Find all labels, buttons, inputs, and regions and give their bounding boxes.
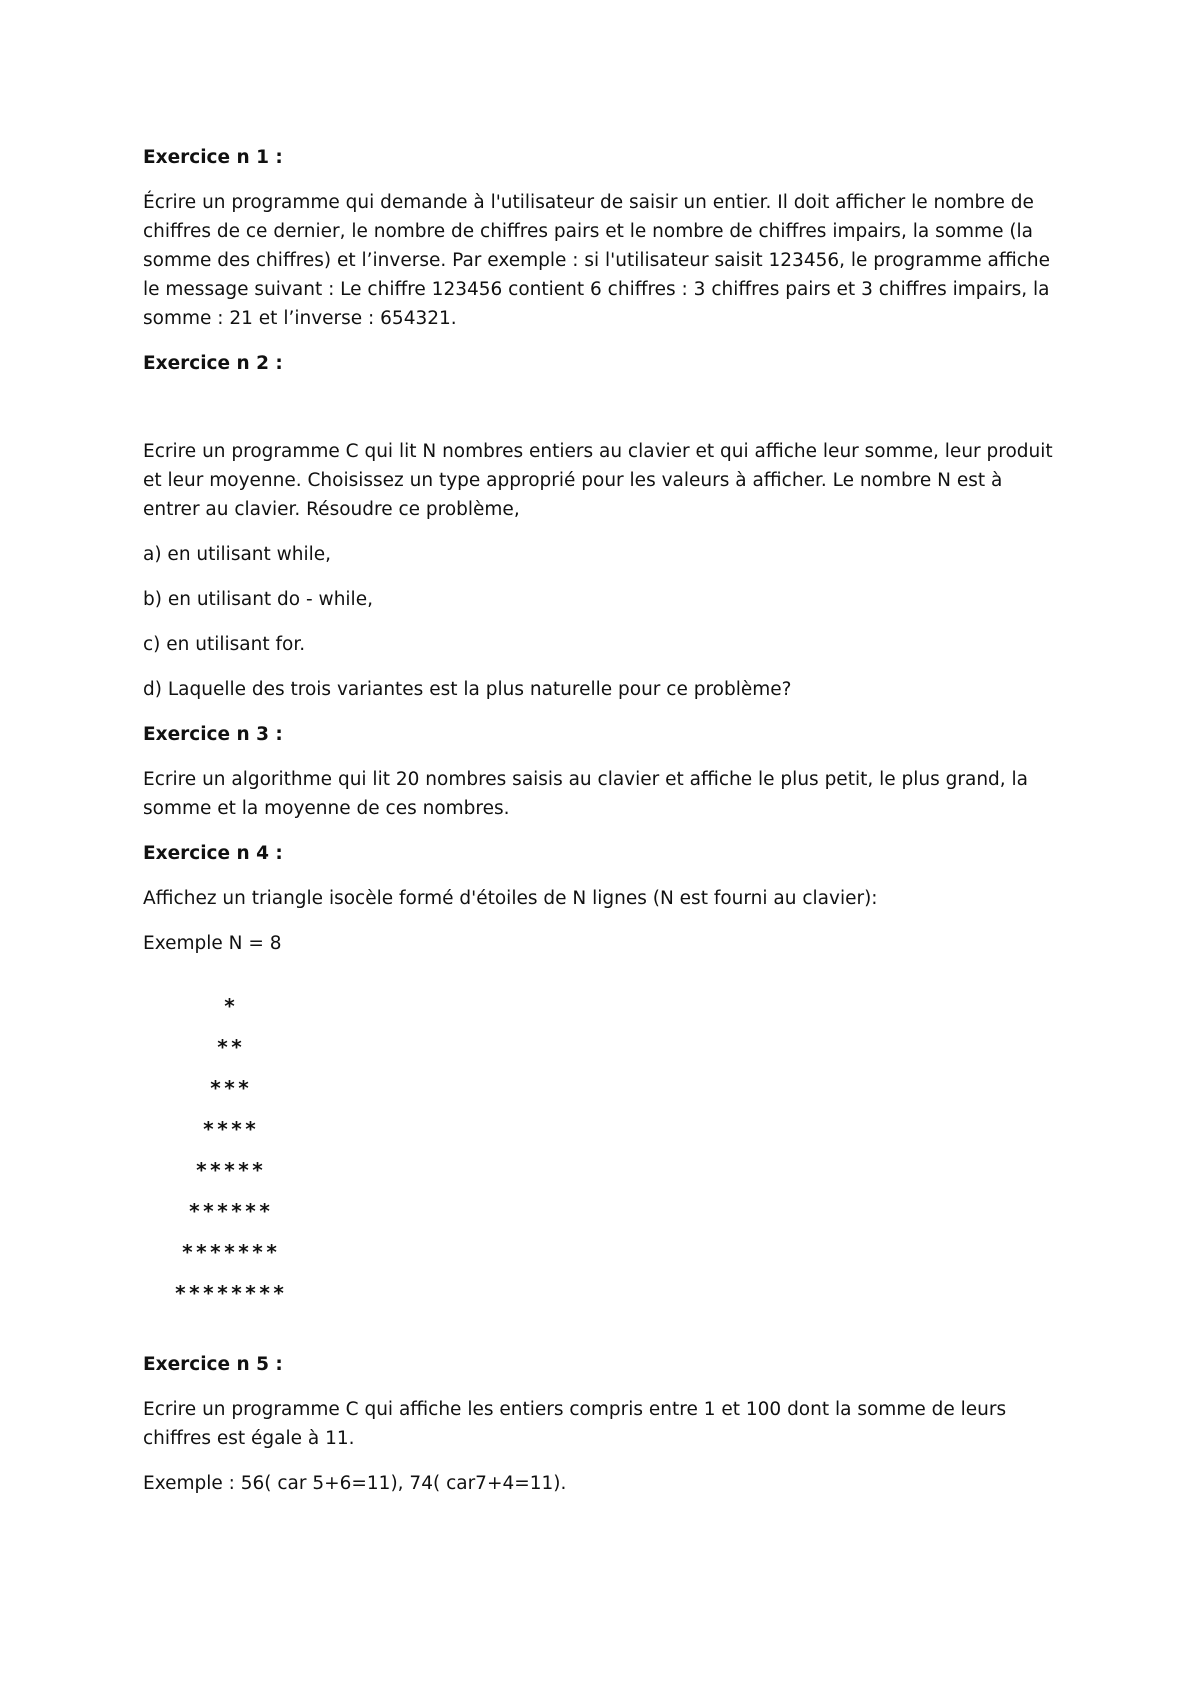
triangle-row-5: ***** (195, 1158, 266, 1182)
triangle-row-8: ******** (174, 1281, 287, 1305)
triangle-row-7: ******* (181, 1240, 280, 1264)
exercise-2-title: Exercice n 2 : (143, 353, 283, 374)
exercise-5-example: Exemple : 56( car 5+6=11), 74( car7+4=11). (143, 1473, 567, 1494)
exercise-1-text: Écrire un programme qui demande à l'utilisateur de saisir un entier. Il doit afficher le nombre de chiffres de ce dernier, le nombre de chiffres pairs et le nombre de chiffres impairs, la somme (la somme des chiffres) et l’inverse. Par exemple : si l'utilisateur saisit 123456, le programme affiche le message suivant : Le chiffre 123456 contient 6 chiffres : 3 chiffres pairs et 3 chiffres impairs, la somme : 21 et l’inverse : 654321. (143, 192, 1051, 329)
exercise-5-text: Ecrire un programme C qui affiche les entiers compris entre 1 et 100 dont la somme de leurs chiffres est égale à 11. (143, 1399, 1007, 1449)
exercise-2-item-a: a) en utilisant while, (143, 544, 332, 565)
triangle-row-2: ** (216, 1035, 245, 1059)
exercise-4-example: Exemple N = 8 (143, 933, 282, 954)
triangle-row-6: ****** (188, 1199, 273, 1223)
triangle-row-3: *** (209, 1076, 252, 1100)
triangle-row-4: **** (202, 1117, 259, 1141)
star-triangle (143, 986, 318, 1314)
blank-line (143, 394, 1063, 437)
exercise-4-text: Affichez un triangle isocèle formé d'étoiles de N lignes (N est fourni au clavier): (143, 888, 878, 909)
triangle-row-1: * (223, 994, 238, 1018)
exercise-2-text: Ecrire un programme C qui lit N nombres entiers au clavier et qui affiche leur somme, leur produit et leur moyenne. Choisissez un type approprié pour les valeurs à afficher. Le nombre N est à entrer au clavier. Résoudre ce problème, (143, 441, 1053, 520)
exercise-3-text: Ecrire un algorithme qui lit 20 nombres saisis au clavier et affiche le plus petit, le plus grand, la somme et la moyenne de ces nombres. (143, 769, 1029, 819)
exercise-4-title: Exercice n 4 : (143, 843, 283, 864)
exercise-2-item-c: c) en utilisant for. (143, 634, 306, 655)
document-page (143, 143, 1063, 1514)
exercise-2-item-b: b) en utilisant do - while, (143, 589, 373, 610)
exercise-1-title: Exercice n 1 : (143, 147, 283, 168)
exercise-5-title: Exercice n 5 : (143, 1354, 283, 1375)
exercise-3-title: Exercice n 3 : (143, 724, 283, 745)
exercise-2-item-d: d) Laquelle des trois variantes est la plus naturelle pour ce problème? (143, 679, 792, 700)
